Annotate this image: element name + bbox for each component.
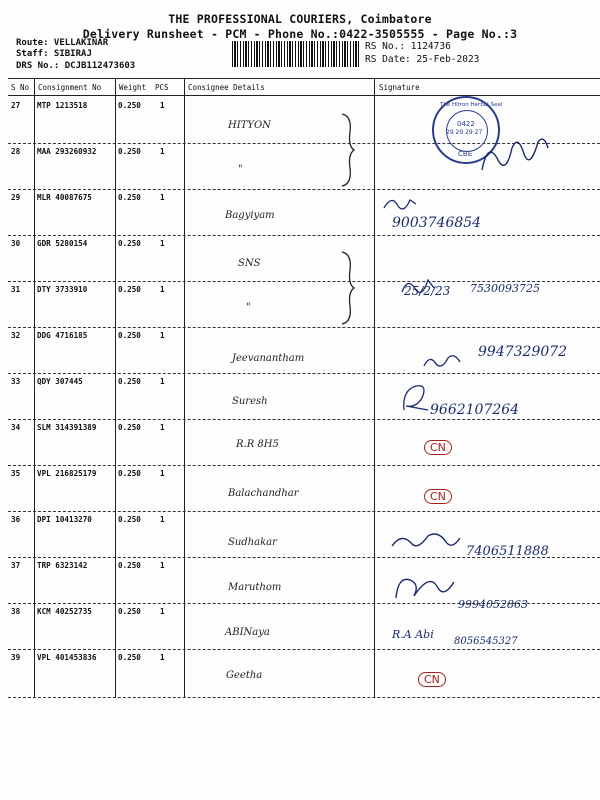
col-header-pcs: PCS <box>155 83 169 92</box>
signature-date: 25/2/23 <box>404 284 451 298</box>
handwritten-consignee: ABINaya <box>225 627 270 638</box>
row-weight: 0.250 <box>118 101 141 110</box>
row-weight: 0.250 <box>118 239 141 248</box>
signature-phone: 7530093725 <box>470 282 540 295</box>
row-pcs: 1 <box>160 331 165 340</box>
brace-mark <box>338 250 358 326</box>
handwritten-consignee: Geetha <box>226 670 263 681</box>
signature-phone: 9994052863 <box>458 598 528 611</box>
row-separator <box>8 511 600 512</box>
handwritten-consignee: Suresh <box>232 396 268 407</box>
col-header-signature: Signature <box>379 83 420 92</box>
row-consignment: VPL 216825179 <box>37 469 97 478</box>
row-consignment: MLR 40087675 <box>37 193 92 202</box>
row-separator <box>8 465 600 466</box>
row-pcs: 1 <box>160 469 165 478</box>
staff-label: Staff: SIBIRAJ <box>16 49 92 59</box>
document-subtitle: Delivery Runsheet - PCM - Phone No.:0422-3505555 - Page No.:3 <box>82 27 518 41</box>
row-sno: 35 <box>11 469 21 478</box>
row-pcs: 1 <box>160 561 165 570</box>
row-separator <box>8 235 600 236</box>
row-consignment: MTP 1213518 <box>37 101 88 110</box>
row-weight: 0.250 <box>118 377 141 386</box>
row-consignment: DPI 10413270 <box>37 515 92 524</box>
row-weight: 0.250 <box>118 193 141 202</box>
handwritten-consignee: R.R 8H5 <box>236 439 279 450</box>
brace-mark <box>338 112 358 188</box>
handwritten-consignee: " <box>246 302 251 313</box>
row-consignment: QDY 307445 <box>37 377 83 386</box>
signature-phone: 9003746854 <box>392 215 482 231</box>
rs-date: RS Date: 25-Feb-2023 <box>365 54 480 65</box>
signature-scribble <box>380 192 420 214</box>
row-consignment: GDR 5280154 <box>37 239 88 248</box>
rs-number: RS No.: 1124736 <box>365 41 451 52</box>
row-separator <box>8 327 600 328</box>
signature-phone: 8056545327 <box>454 636 518 647</box>
col-header-consignee: Consignee Details <box>188 83 265 92</box>
row-sno: 38 <box>11 607 21 616</box>
row-weight: 0.250 <box>118 285 141 294</box>
row-pcs: 1 <box>160 423 165 432</box>
handwritten-consignee: SNS <box>238 258 261 269</box>
row-separator <box>8 697 600 698</box>
row-consignment: VPL 401453836 <box>37 653 97 662</box>
signature-scribble <box>398 380 432 414</box>
seal-text: The Hitron Herbal Seal <box>440 102 503 108</box>
row-weight: 0.250 <box>118 469 141 478</box>
row-weight: 0.250 <box>118 331 141 340</box>
col-header-sno: S No <box>11 83 30 92</box>
header-bottom-border <box>8 95 600 96</box>
row-consignment: KCM 40252735 <box>37 607 92 616</box>
row-pcs: 1 <box>160 101 165 110</box>
column-divider <box>184 78 185 698</box>
barcode <box>232 41 360 67</box>
column-divider <box>115 78 116 698</box>
document-title: THE PROFESSIONAL COURIERS, Coimbatore <box>168 12 432 26</box>
cn-mark: CN <box>424 489 452 504</box>
row-consignment: DTY 3733910 <box>37 285 88 294</box>
row-sno: 32 <box>11 331 21 340</box>
row-weight: 0.250 <box>118 147 141 156</box>
row-pcs: 1 <box>160 285 165 294</box>
row-pcs: 1 <box>160 607 165 616</box>
signature-scribble <box>390 570 460 604</box>
cn-mark: CN <box>424 440 452 455</box>
handwritten-consignee: HITYON <box>228 120 271 131</box>
row-sno: 28 <box>11 147 21 156</box>
row-weight: 0.250 <box>118 653 141 662</box>
column-divider <box>374 78 375 698</box>
handwritten-consignee: Sudhakar <box>228 537 277 548</box>
signature-scribble <box>478 130 553 180</box>
row-pcs: 1 <box>160 515 165 524</box>
row-weight: 0.250 <box>118 423 141 432</box>
handwritten-consignee: Balachandhar <box>228 488 299 499</box>
row-weight: 0.250 <box>118 515 141 524</box>
cn-mark: CN <box>418 672 446 687</box>
signature-scribble <box>388 528 464 554</box>
signature-phone: 7406511888 <box>466 544 549 559</box>
row-consignment: SLM 314391389 <box>37 423 97 432</box>
col-header-weight: Weight <box>119 83 147 92</box>
row-sno: 33 <box>11 377 21 386</box>
signature-scribble <box>420 350 464 372</box>
route-label: Route: VELLAKINAR <box>16 38 109 48</box>
seal-number: 29 29 29 27 <box>446 129 483 136</box>
row-sno: 31 <box>11 285 21 294</box>
seal-phone: 0422 <box>457 120 475 128</box>
row-separator <box>8 373 600 374</box>
table-top-border <box>8 78 600 79</box>
row-sno: 30 <box>11 239 21 248</box>
row-sno: 39 <box>11 653 21 662</box>
row-pcs: 1 <box>160 653 165 662</box>
row-pcs: 1 <box>160 193 165 202</box>
signature-phone: 9947329072 <box>478 344 568 360</box>
column-divider <box>34 78 35 698</box>
row-consignment: MAA 293260932 <box>37 147 97 156</box>
row-consignment: DDG 4716185 <box>37 331 88 340</box>
row-sno: 27 <box>11 101 21 110</box>
row-pcs: 1 <box>160 239 165 248</box>
handwritten-consignee: Jeevanantham <box>232 353 305 364</box>
drs-number: DRS No.: DCJB112473603 <box>16 61 136 71</box>
col-header-consignment: Consignment No <box>38 83 102 92</box>
row-sno: 34 <box>11 423 21 432</box>
row-pcs: 1 <box>160 377 165 386</box>
row-weight: 0.250 <box>118 607 141 616</box>
handwritten-consignee: " <box>238 164 243 175</box>
row-separator <box>8 649 600 650</box>
row-sno: 37 <box>11 561 21 570</box>
row-sno: 36 <box>11 515 21 524</box>
row-sno: 29 <box>11 193 21 202</box>
row-pcs: 1 <box>160 147 165 156</box>
row-separator <box>8 189 600 190</box>
signature-phone: 9662107264 <box>430 402 520 418</box>
signature-name: R.A Abi <box>392 628 434 641</box>
row-consignment: TRP 6323142 <box>37 561 88 570</box>
row-weight: 0.250 <box>118 561 141 570</box>
handwritten-consignee: Bagyiyam <box>225 210 275 221</box>
handwritten-consignee: Maruthom <box>228 582 282 593</box>
row-separator <box>8 419 600 420</box>
seal-city: CBE <box>458 150 473 158</box>
